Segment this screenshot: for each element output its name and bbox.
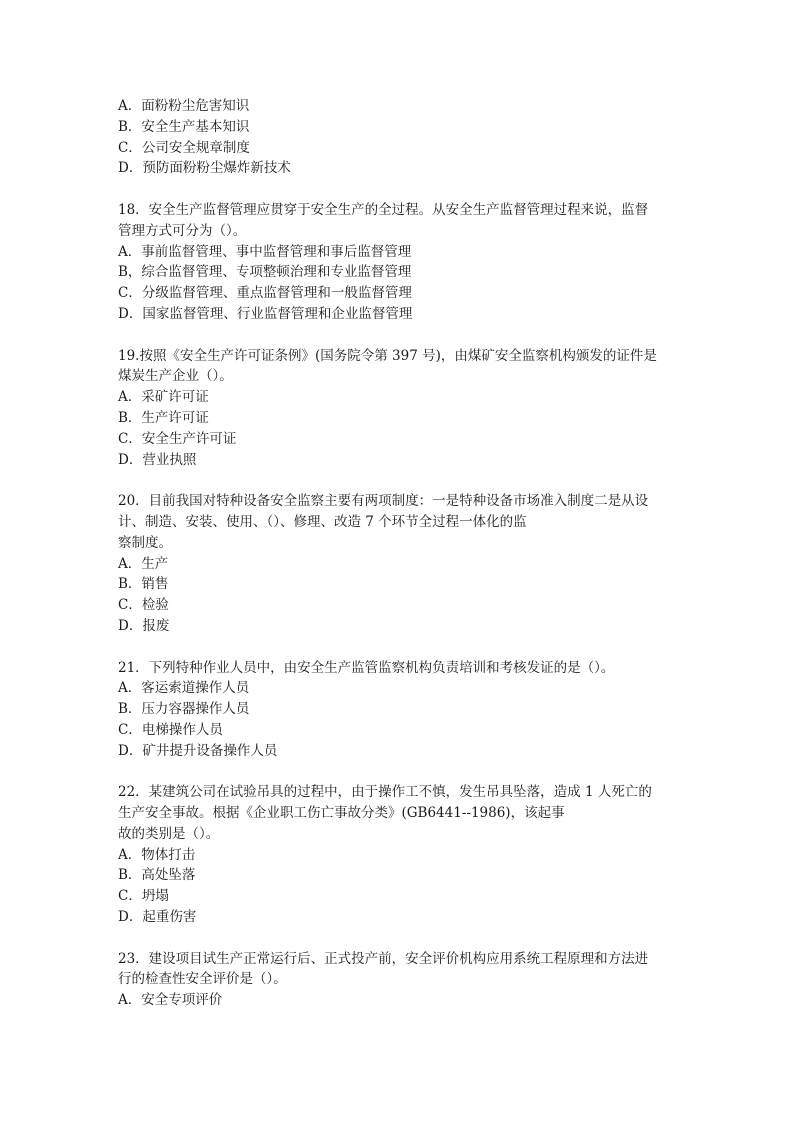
question-text: 18．安全生产监督管理应贯穿于安全生产的全过程。从安全生产监督管理过程来说，监督 (118, 201, 649, 218)
option-d: D．营业执照 (118, 451, 197, 468)
option-a: A．面粉粉尘危害知识 (118, 98, 250, 114)
option-b: B．安全生产基本知识 (118, 118, 250, 135)
option-d: D．预防面粉粉尘爆炸新技术 (118, 160, 291, 177)
option-c: C．电梯操作人员 (118, 721, 223, 738)
question-text: 管理方式可分为（）。 (118, 222, 247, 239)
option-c: C．检验 (118, 597, 169, 614)
question-text: 23．建设项目试生产正常运行后、正式投产前，安全评价机构应用系统工程原理和方法进 (118, 950, 649, 967)
option-b: B．生产许可证 (118, 409, 209, 426)
document-page (118, 96, 678, 1032)
question-23 (118, 949, 678, 1011)
question-text: 19.按照《安全生产许可证条例》(国务院令第 397 号)，由煤矿安全监察机构颁发的证件是 (118, 347, 657, 364)
option-b: B．销售 (118, 576, 169, 593)
option-c: C．安全生产许可证 (118, 430, 237, 447)
question-18 (118, 200, 678, 325)
option-b: B．高处坠落 (118, 867, 196, 884)
option-a: A．采矿许可证 (118, 389, 209, 406)
question-17-options (118, 96, 678, 179)
question-text: 察制度。 (118, 534, 172, 551)
question-text: 故的类别是（）。 (118, 825, 220, 842)
question-21 (118, 658, 678, 762)
option-a: A．事前监督管理、事中监督管理和事后监督管理 (118, 243, 412, 260)
question-22 (118, 782, 678, 928)
option-a: A．客运索道操作人员 (118, 680, 250, 697)
option-a: A．生产 (118, 555, 169, 572)
option-d: D．起重伤害 (118, 909, 197, 926)
option-d: D．矿井提升设备操作人员 (118, 742, 278, 759)
question-text: 行的检查性安全评价是（）。 (118, 971, 287, 988)
option-a: A．物体打击 (118, 846, 196, 863)
option-d: D．报废 (118, 617, 170, 634)
question-text: 21．下列特种作业人员中，由安全生产监管监察机构负责培训和考核发证的是（）。 (118, 659, 615, 676)
question-text: 20．目前我国对特种设备安全监察主要有两项制度：一是特种设备市场准入制度二是从设 (118, 493, 649, 510)
question-19 (118, 346, 678, 471)
option-c: C．公司安全规章制度 (118, 139, 250, 156)
option-c: C．坍塌 (118, 888, 169, 905)
question-text: 煤炭生产企业（）。 (118, 368, 233, 385)
question-text: 22．某建筑公司在试验吊具的过程中，由于操作工不慎，发生吊具坠落，造成 1 人死亡的 (118, 784, 652, 801)
option-b: B，综合监督管理、专项整顿治理和专业监督管理 (118, 264, 412, 281)
question-text: 计、制造、安装、使用、（）、修理、改造 7 个环节全过程一体化的监 (118, 513, 527, 530)
question-text: 生产安全事故。根据《企业职工伤亡事故分类》(GB6441--1986)，该起事 (118, 805, 565, 822)
question-20 (118, 491, 678, 637)
option-a: A．安全专项评价 (118, 992, 223, 1009)
option-b: B．压力容器操作人员 (118, 701, 250, 718)
option-c: C．分级监督管理、重点监督管理和一般监督管理 (118, 285, 412, 302)
option-d: D．国家监督管理、行业监督管理和企业监督管理 (118, 305, 413, 322)
